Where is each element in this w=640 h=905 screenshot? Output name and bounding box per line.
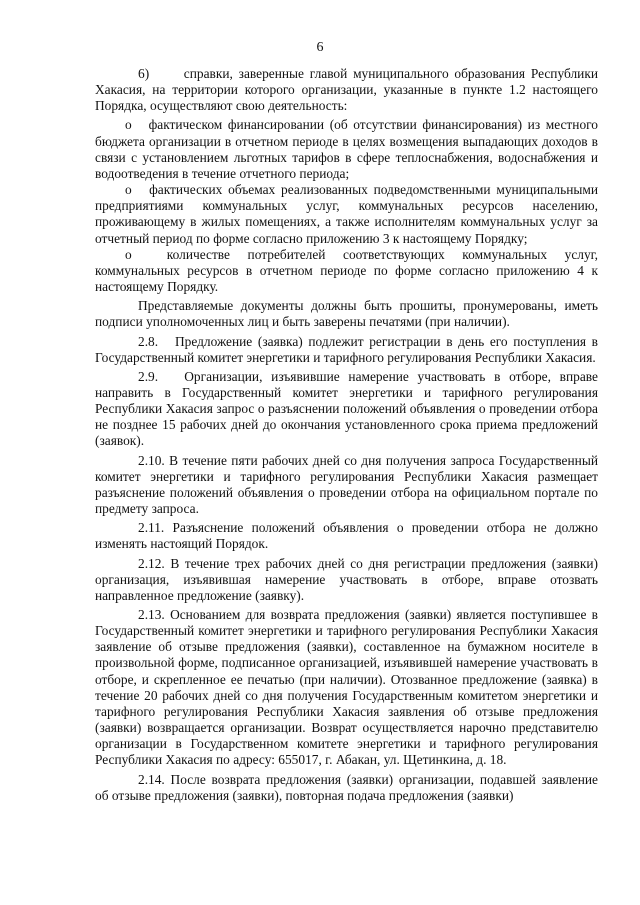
- paragraph-sub-volumes: о фактических объемах реализованных подведомственными муниципальными предприятиями коммунальных услуг, коммунальных ресурсов населению, проживающему в жилых помещениях, а также исполнителям коммунальных услуг за отчетный период по форме согласно приложению 3 к настоящему Порядку;: [95, 182, 598, 246]
- paragraph-2-8: 2.8. Предложение (заявка) подлежит регистрации в день его поступления в Государственный комитет энергетики и тарифного регулирования Республики Хакасия.: [95, 333, 598, 365]
- paragraph-sub-consumers: о количестве потребителей соответствующих коммунальных услуг, коммунальных ресурсов в отчетном периоде по форме согласно приложению 4 к настоящему Порядку.: [95, 246, 598, 295]
- paragraph-2-10: 2.10. В течение пяти рабочих дней со дня получения запроса Государственный комитет энергетики и тарифного регулирования Республики Хакасия размещает разъяснение положений объявления о проведении отбора на официальном портале по предмету запроса.: [95, 452, 598, 517]
- paragraph-sub-financing: о фактическом финансировании (об отсутствии финансирования) из местного бюджета организации в отчетном периоде в целях возмещения выпадающих доходов в связи с установлением льготных тарифов в сфере теплоснабжения, водоснабжения и водоотведения в течение отчетного периода;: [95, 117, 598, 181]
- paragraph-2-14: 2.14. После возврата предложения (заявки) организации, подавшей заявление об отзыве предложения (заявки), повторная подача предложения (заявки): [95, 771, 598, 803]
- paragraph-2-9: 2.9. Организации, изъявившие намерение участвовать в отборе, вправе направить в Государственный комитет энергетики и тарифного регулирования Республики Хакасия запрос о разъяснении положений объявления о проведении отбора не позднее 15 рабочих дней до окончания установленного срока приема предложений (заявок).: [95, 368, 598, 449]
- document-body: [95, 66, 598, 807]
- paragraph-2-12: 2.12. В течение трех рабочих дней со дня регистрации предложения (заявки) организация, изъявившая намерение участвовать в отборе, вправе отозвать направленное предложение (заявку).: [95, 555, 598, 603]
- paragraph-2-11: 2.11. Разъяснение положений объявления о проведении отбора не должно изменять настоящий Порядок.: [95, 520, 598, 552]
- paragraph-documents: Представляемые документы должны быть прошиты, пронумерованы, иметь подписи уполномоченных лиц и быть заверены печатями (при наличии).: [95, 298, 598, 330]
- paragraph-2-13: 2.13. Основанием для возврата предложения (заявки) является поступившее в Государственный комитет энергетики и тарифного регулирования Республики Хакасия заявление об отзыве предложения (заявки), составленное на бумажном носителе в произвольной форме, подписанное организацией, изъявившей намерение участвовать в отборе, и скрепленное ее печатью (при наличии). Отозванное предложение (заявка) в течение 20 рабочих дней со дня получения Государственным комитетом энергетики и тарифного регулирования Республики Хакасия заявления об отзыве предложения (заявки) возвращается организации. Возврат осуществляется нарочно представителю организации в Государственном комитете энергетики и тарифного регулирования Республики Хакасия по адресу: 655017, г. Абакан, ул. Щетинкина, д. 18.: [95, 607, 598, 768]
- paragraph-item-6: 6) справки, заверенные главой муниципального образования Республики Хакасия, на территории которого организации, указанные в пункте 1.2 настоящего Порядка, осуществляют свою деятельность:: [95, 66, 598, 114]
- page-number: 6: [316, 40, 324, 55]
